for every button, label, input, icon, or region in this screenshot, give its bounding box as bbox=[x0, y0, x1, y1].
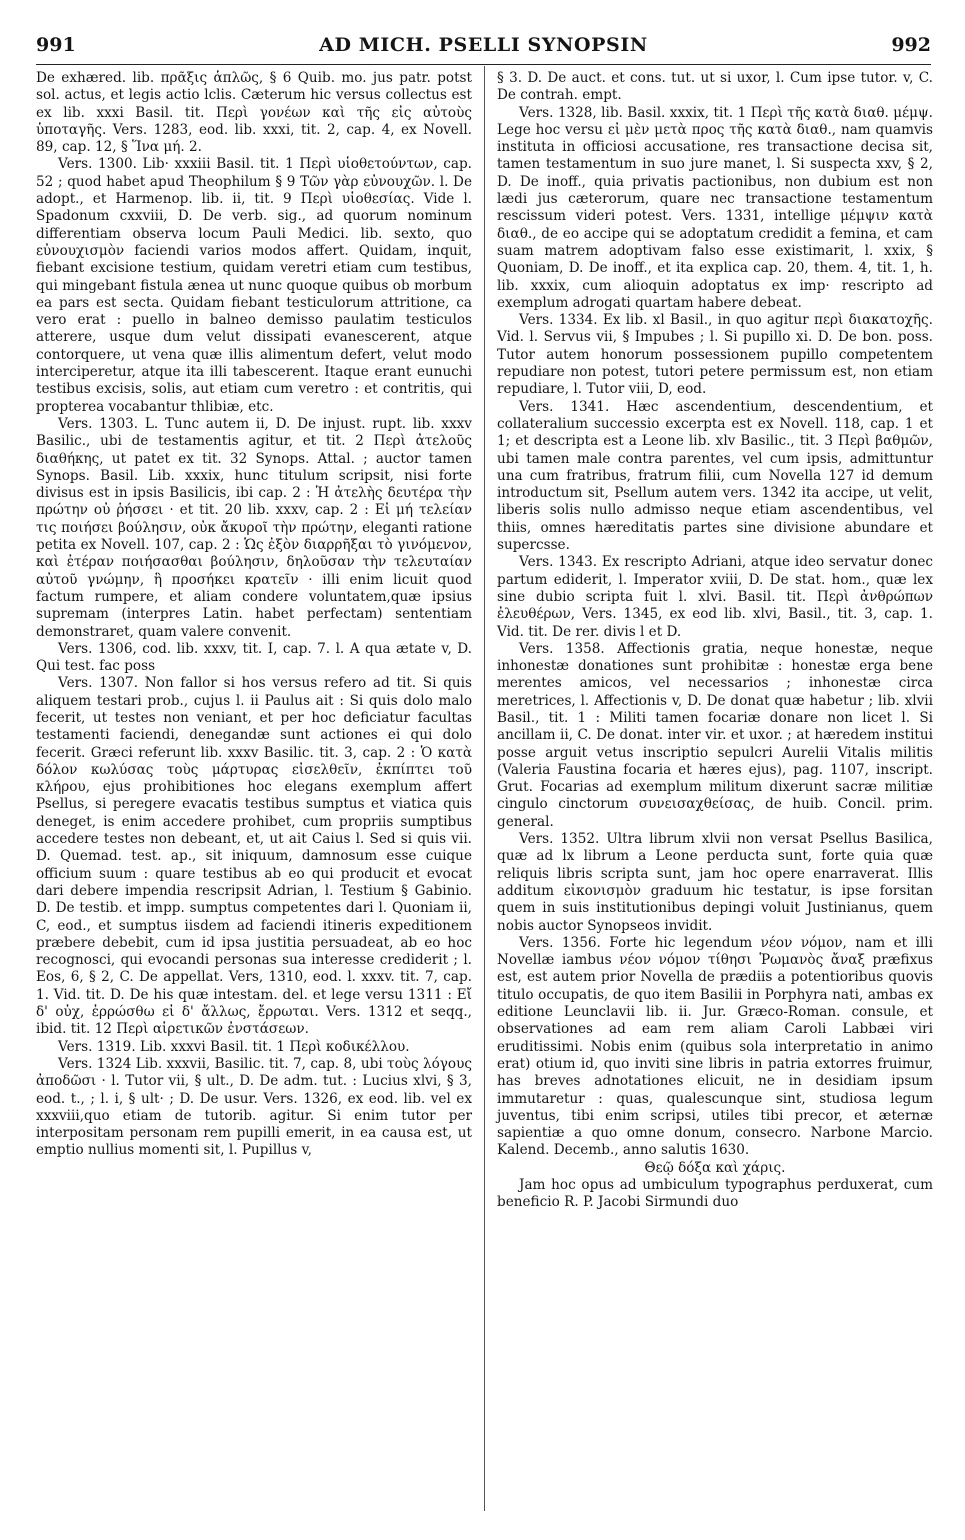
paragraph: § 3. D. De auct. et cons. tut. ut si uxor, l. Cum ipse tutor. v, C. De contrah. empt. bbox=[497, 70, 933, 104]
paragraph: Vers. 1334. Ex lib. xl Basil., in quo agitur περὶ διακατοχῆς. Vid. l. Servus vii, § Impubes ; l. Si pupillo xi. D. De bon. poss. Tutor autem honorum possessionem pupillo competentem repudiare non potest, tutori petere permissum est, non etiam repudiare, l. Tutor viii, D, eod. bbox=[497, 312, 933, 398]
paragraph: Vers. 1307. Non fallor si hos versus refero ad tit. Si quis aliquem testari prob., cujus l. ii Paulus ait : Si quis dolo malo fecerit, ut testes non veniant, et per hoc deficiatur facultas testamenti faciendi, denegandæ sunt actiones ei qui dolo fecerit. Græci referunt lib. xxxv Basilic. tit. 3, cap. 2 : Ὁ κατὰ δόλον κωλύσας τοὺς μάρτυρας εἰσελθεῖν, ἐκπίπτει τοῦ κλήρου, ejus prohibitiones hoc elegans exemplum affert Psellus, si peregere evacatis testibus sumptus et viatica quis deneget, is enim accedere prohibet, cum propriis sumptibus accedere testes non debeant, et, ut ait Caius l. Sed si quis vii. D. Quemad. test. ap., sit iniquum, damnosum esse cuique officium suum : quare testibus ab eo qui producit et evocat dari debere impendia rescripsit Adrian, l. Testium § Gabinio. D. De testib. et impp. sumptus competentes dari l. Quoniam ii, C, eod., et sumptus iisdem ad faciendi itineris expeditionem præbere debebit, cum id ipsa justitia persuadeat, ab eo hoc recognosci, qui evocandi personas sua interesse crediderit ; l. Eos, 6, § 2, C. De appellat. Vers, 1310, eod. l. xxxv. tit. 7, cap. 1. Vid. tit. D. De his quæ intestam. del. et lege versu 1311 : Εἴ δ' οὐχ, ἐρρώσθω εἰ δ' ἄλλως, ἔρρωται. Vers. 1312 et seqq., ibid. tit. 12 Περὶ αἱρετικῶν ἐνστάσεων. bbox=[36, 675, 472, 1038]
closing-greek: Θεῷ δόξα καὶ χάρις. bbox=[644, 1159, 786, 1176]
left-column bbox=[36, 70, 472, 1160]
paragraph: De exhæred. lib. πρᾶξις ἁπλῶς, § 6 Quib. mo. jus patr. potst sol. actus, et legis actio lclis. Cæterum hic versus collectus est ex lib. xxxi Basil. tit. Περὶ γονέων καὶ τῆς εἰς αὐτοὺς ὑποταγῆς. Vers. 1283, eod. lib. xxxi, tit. 2, cap. 4, ex Novell. 89, cap. 12, § Ἵνα μή. 2. bbox=[36, 70, 472, 156]
running-title: AD MICH. PSELLI SYNOPSIN bbox=[319, 34, 648, 56]
column-divider bbox=[484, 66, 485, 1511]
page-number-right: 992 bbox=[891, 34, 931, 56]
paragraph: Vers. 1356. Forte hic legendum νέον νόμον, nam et illi Novellæ iambus νέον νόμον τίθησι Ῥωμανὸς ἄναξ præfixus est, est autem prior Novella de prædiis a potentioribus quovis titulo occupatis, de quo item Basilii in Porphyra nati, ambas ex editione Leunclavii lib. ii. Jur. Græco-Roman. consule, et observationes ad eam rem aliam Caroli Labbæi viri eruditissimi. Nobis enim (quibus sola interpretatio in animo erat) otium id, quo inviti sine libris in patria extorres fruimur, has breves adnotationes elicuit, ne in desidiam ipsum immutaretur : quas, qualescunque sint, studiosa legum juventus, tibi enim scripsi, utiles tibi precor, et æternæ sapientiæ a quo omne donum, consecro. Narbone Marcio. Kalend. Decemb., anno salutis 1630. bbox=[497, 934, 933, 1159]
paragraph: Vers. 1358. Affectionis gratia, neque honestæ, neque inhonestæ donationes sunt prohibitæ : honestæ erga bene merentes amicos, vel necessarios ; inhonestæ circa meretrices, l. Affectionis v, D. De donat quæ habetur ; lib. xlvii Basil., tit. 1 : Militi tamen focariæ donare non licet l. Si ancillam ii, C. De donat. inter vir. et uxor. ; at hæredem institui posse arguit vetus inscriptio sepulcri Aurelii Vitalis militis (Valeria Faustina focaria et hæres ejus), pag. 1107, inscript. Grut. Focarias ad exemplum militum dixerunt sacræ militiæ cingulo cinctorum συνεισαχθείσας, de huib. Concil. prim. general. bbox=[497, 640, 933, 830]
paragraph: Vers. 1306, cod. lib. xxxv, tit. I, cap. 7. l. A qua ætate v, D. Qui test. fac poss bbox=[36, 640, 472, 675]
paragraph: Vers. 1324 Lib. xxxvii, Basilic. tit. 7, cap. 8, ubi τοὺς λόγους ἀποδῶσι · l. Tutor vii, § ult., D. De adm. tut. : Lucius xlvi, § 3, eod. t., ; l. i, § ult· ; D. De usur. Vers. 1326, ex eod. lib. vel ex xxxviii,quo etiam de tutorib. agitur. Si enim tutor per interpositam personam rem pupilli emerit, in ea causa est, ut emptio nullius momenti sit, l. Pupillus v, bbox=[36, 1055, 472, 1159]
paragraph: Vers. 1328, lib. Basil. xxxix, tit. 1 Περὶ τῆς κατὰ διαθ. μέμψ. Lege hoc versu εἰ μὲν μετὰ προς τῆς κατὰ διαθ., nam quamvis instituta in officiosi accusatione, res transactione decisa sit, tamen testamentum in suo jure manet, l. Si suspecta xxv, § 2, D. De inoff., quia privatis pactionibus, non dubium est non lædi jus cæterorum, quare nec transactione testamentum rescissum videri potest. Vers. 1331, intellige μέμψιν κατὰ διαθ., de eo accipe qui se adoptatum credidit a femina, et cam suam matrem adoptivam falso esse existimarit, l. xxix, § Quoniam, D. De inoff., et ita explica cap. 20, them. 4, tit. 1, h. lib. xxxix, cum alioquin adoptatus ex imp· rescripto ad exemplum adrogati quartam habere debeat. bbox=[497, 104, 933, 311]
right-column bbox=[497, 70, 933, 1212]
final-paragraph: Jam hoc opus ad umbiculum typographus perduxerat, cum beneficio R. P. Jacobi Sirmundi duo bbox=[497, 1177, 933, 1211]
paragraph: Vers. 1341. Hæc ascendentium, descendentium, et collateralium successio excerpta est ex Novell. 118, cap. 1 et 1; et descripta est a Leone lib. xlv Basilic., tit. 3 Περὶ βαθμῶν, ubi tamen male contra parentes, vel cum ipsis, admittuntur una cum fratribus, fratrum filii, cum Novella 127 id demum introductum sit, Psellum autem vers. 1342 ita accipe, ut velit, liberis solis nullo admisso neque etiam ascendentibus, vel thiis, omnes hæreditatis partes sine divisione abundare et supercsse. bbox=[497, 398, 933, 554]
paragraph: Vers. 1352. Ultra librum xlvii non versat Psellus Basilica, quæ ad lx librum a Leone perducta sunt, forte quia quæ reliquis libris scripta sunt, jam hoc opere enarraverat. Illis additum εἰκονισμὸν graduum hic testatur, is ipse forsitan quem in suis institutionibus depingi voluit Justinianus, quem nobis auctor Synopseos invidit. bbox=[497, 831, 933, 934]
page-number-left: 991 bbox=[36, 34, 76, 56]
running-header bbox=[36, 34, 931, 65]
paragraph: Vers. 1300. Lib· xxxiii Basil. tit. 1 Περὶ υἱοθετούντων, cap. 52 ; quod habet apud Theophilum § 9 Τῶν γὰρ εὐνουχῶν. l. De adopt., et Harmenop. lib. ii, tit. 9 Περὶ υἱοθεσίας. Vide l. Spadonum cxxviii, D. De verb. sig., ad quorum nominum differentiam observa locum Pauli Medici. lib. sexto, quo εὐνουχισμὸν faciendi varios modos affert. Quidam, inquit, fiebant excisione testium, quidam veretri etiam cum testibus, qui mingebant fistula ænea ut nunc quoque quibus ob morbum ea pars est secta. Quidam fiebant testiculorum attritione, ca vero erat : puello in balneo demisso paulatim testiculos atterere, usque dum velut dissipati evanescerent, atque contorquere, ut vena quæ illis alimentum defert, velut modo interciperetur, atque ita illi tabescerent. Itaque erant eunuchi testibus excisis, solis, aut etiam cum veretro : et contritis, qui propterea vocabantur thlibiæ, etc. bbox=[36, 156, 472, 415]
paragraph: Vers. 1343. Ex rescripto Adriani, atque ideo servatur donec partum ediderit, l. Imperator xviii, D. De stat. hom., quæ lex sine dubio scripta fuit l. xlvi. Basil. tit. Περὶ ἀνθρώπων ἐλευθέρων, Vers. 1345, ex eod lib. xlvi, Basil., tit. 3, cap. 1. Vid. tit. De rer. divis l et D. bbox=[497, 554, 933, 640]
paragraph: Vers. 1303. L. Tunc autem ii, D. De injust. rupt. lib. xxxv Basilic., ubi de testamentis agitur, et tit. 2 Περὶ ἀτελοῦς διαθήκης, ut patet ex tit. 32 Synops. Attal. ; auctor tamen Synops. Basil. Lib. xxxix, hunc titulum scripsit, nisi forte divisus est in ipsis Basilicis, ibi cap. 2 : Ἡ ἀτελὴς δευτέρα τὴν πρώτην οὐ ῥήσσει · et tit. 20 lib. xxxv, cap. 2 : Εἰ μή τελείαν τις ποιήσει βούλησιν, οὐκ ἄκυροῖ τὴν πρώτην, eleganti ratione petita ex Novell. 107, cap. 2 : Ὡς ἐξὸν διαρρῆξαι τὸ γινόμενον, καὶ ἑτέραν ποιήσασθαι βούλησιν, δηλοῦσαν τὴν τελευταίαν αὐτοῦ γνώμην, ἣ προσήκει κρατεῖν · illi enim licuit quod factum rumpere, et aliam condere voluntatem,quæ ipsius supremam (interpres Latin. habet perfectam) sententiam demonstraret, quam valere convenit. bbox=[36, 415, 472, 640]
paragraph: Vers. 1319. Lib. xxxvi Basil. tit. 1 Περὶ κοδικέλλου. bbox=[58, 1038, 410, 1055]
